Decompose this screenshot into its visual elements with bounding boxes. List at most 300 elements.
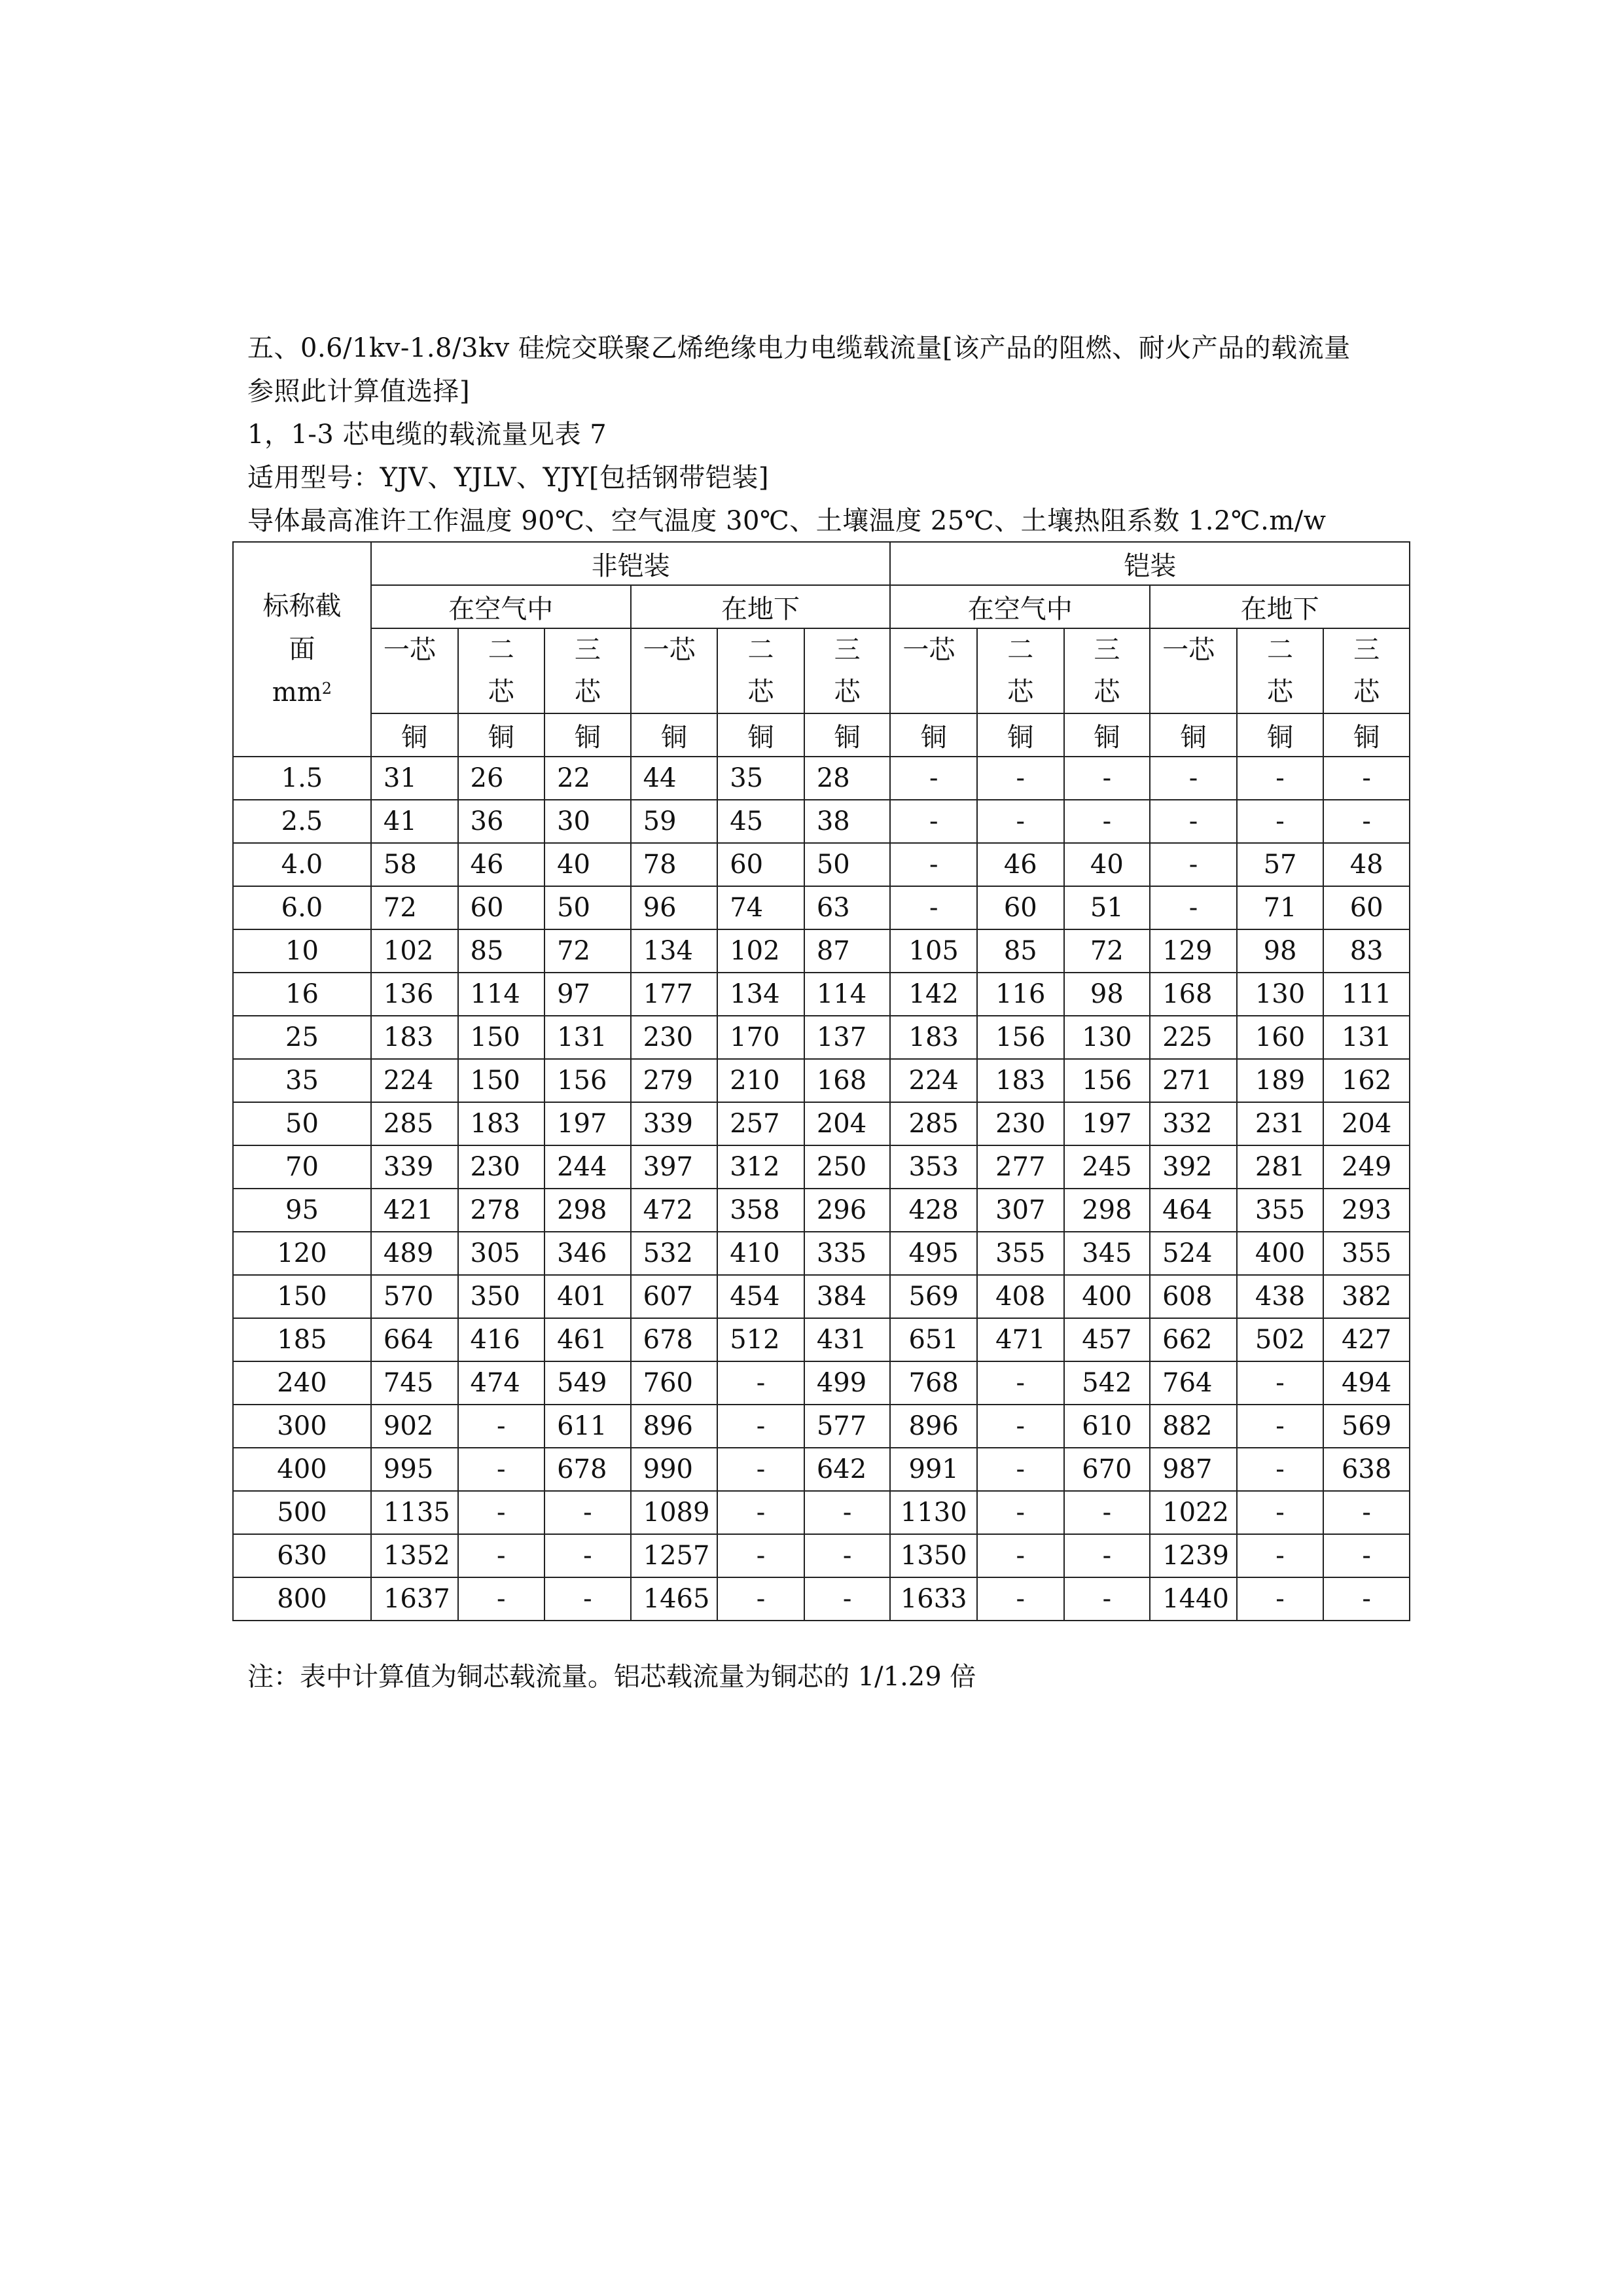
ampacity-cell: - — [1323, 1491, 1410, 1534]
ampacity-cell: 134 — [631, 929, 718, 973]
table-row — [233, 1275, 1410, 1318]
ampacity-cell: 438 — [1237, 1275, 1324, 1318]
material-header: 铜 — [1150, 713, 1237, 757]
ampacity-cell: 50 — [544, 886, 631, 929]
ampacity-cell: - — [804, 1534, 891, 1577]
ampacity-cell: 57 — [1237, 843, 1324, 886]
ampacity-cell: 137 — [804, 1016, 891, 1059]
ampacity-cell: 1465 — [631, 1577, 718, 1621]
ampacity-cell: 764 — [1150, 1361, 1237, 1405]
ampacity-cell: 279 — [631, 1059, 718, 1102]
ampacity-cell: 611 — [544, 1405, 631, 1448]
ampacity-cell: - — [1064, 1534, 1150, 1577]
ampacity-cell: 512 — [717, 1318, 804, 1361]
ampacity-cell: 30 — [544, 800, 631, 843]
ampacity-cell: 114 — [804, 973, 891, 1016]
ampacity-cell: 35 — [717, 757, 804, 800]
ampacity-cell: 461 — [544, 1318, 631, 1361]
ampacity-cell: 156 — [1064, 1059, 1150, 1102]
table-row — [233, 1318, 1410, 1361]
cross-section-cell: 120 — [233, 1232, 371, 1275]
ampacity-cell: 156 — [977, 1016, 1064, 1059]
ampacity-cell: - — [1150, 800, 1237, 843]
ampacity-cell: 427 — [1323, 1318, 1410, 1361]
ampacity-cell: 36 — [458, 800, 545, 843]
ampacity-cell: 58 — [371, 843, 458, 886]
ampacity-cell: 156 — [544, 1059, 631, 1102]
ampacity-cell: 408 — [977, 1275, 1064, 1318]
ampacity-cell: 987 — [1150, 1448, 1237, 1491]
ampacity-cell: 662 — [1150, 1318, 1237, 1361]
ampacity-cell: - — [977, 800, 1064, 843]
ampacity-cell: 474 — [458, 1361, 545, 1405]
ampacity-cell: 60 — [458, 886, 545, 929]
cross-section-cell: 35 — [233, 1059, 371, 1102]
core-three-header: 三 芯 — [1323, 628, 1410, 713]
ampacity-cell: 1352 — [371, 1534, 458, 1577]
ampacity-cell: - — [1237, 1448, 1324, 1491]
ampacity-cell: 224 — [890, 1059, 977, 1102]
ampacity-cell: 651 — [890, 1318, 977, 1361]
ampacity-cell: 312 — [717, 1145, 804, 1189]
material-header: 铜 — [804, 713, 891, 757]
ampacity-cell: 197 — [544, 1102, 631, 1145]
material-header: 铜 — [631, 713, 718, 757]
ampacity-cell: 249 — [1323, 1145, 1410, 1189]
ampacity-cell: 990 — [631, 1448, 718, 1491]
ampacity-cell: 231 — [1237, 1102, 1324, 1145]
ampacity-cell: 116 — [977, 973, 1064, 1016]
ampacity-cell: - — [977, 1491, 1064, 1534]
ampacity-cell: 168 — [804, 1059, 891, 1102]
ampacity-cell: - — [1064, 757, 1150, 800]
ampacity-cell: 489 — [371, 1232, 458, 1275]
ampacity-cell: 570 — [371, 1275, 458, 1318]
ampacity-cell: 41 — [371, 800, 458, 843]
ampacity-cell: 495 — [890, 1232, 977, 1275]
table-row — [233, 886, 1410, 929]
ampacity-cell: 332 — [1150, 1102, 1237, 1145]
ampacity-cell: 1257 — [631, 1534, 718, 1577]
material-header: 铜 — [977, 713, 1064, 757]
unarmored-air-header: 在空气中 — [371, 585, 631, 628]
ampacity-cell: 454 — [717, 1275, 804, 1318]
ampacity-cell: 60 — [1323, 886, 1410, 929]
ampacity-cell: 421 — [371, 1189, 458, 1232]
ampacity-cell: 130 — [1237, 973, 1324, 1016]
ampacity-cell: 358 — [717, 1189, 804, 1232]
core-two-header: 二 芯 — [717, 628, 804, 713]
ampacity-cell: 85 — [458, 929, 545, 973]
cross-section-cell: 6.0 — [233, 886, 371, 929]
ampacity-cell: 50 — [804, 843, 891, 886]
cross-section-cell: 150 — [233, 1275, 371, 1318]
ampacity-cell: 46 — [977, 843, 1064, 886]
ampacity-cell: - — [544, 1534, 631, 1577]
ampacity-cell: 134 — [717, 973, 804, 1016]
table-note: 注：表中计算值为铜芯载流量。铝芯载流量为铜芯的 1/1.29 倍 — [247, 1662, 976, 1692]
header-row-groups — [233, 542, 1410, 585]
material-header: 铜 — [890, 713, 977, 757]
table-row — [233, 1102, 1410, 1145]
ampacity-cell: - — [890, 843, 977, 886]
ampacity-cell: 638 — [1323, 1448, 1410, 1491]
cross-section-cell: 4.0 — [233, 843, 371, 886]
table-row — [233, 929, 1410, 973]
ampacity-cell: - — [458, 1405, 545, 1448]
ampacity-cell: 670 — [1064, 1448, 1150, 1491]
ampacity-cell: 72 — [1064, 929, 1150, 973]
ampacity-cell: 40 — [544, 843, 631, 886]
material-header: 铜 — [371, 713, 458, 757]
ampacity-cell: - — [544, 1577, 631, 1621]
ampacity-cell: - — [544, 1491, 631, 1534]
ampacity-cell: 345 — [1064, 1232, 1150, 1275]
ampacity-cell: 74 — [717, 886, 804, 929]
ampacity-cell: 230 — [631, 1016, 718, 1059]
ampacity-cell: 339 — [631, 1102, 718, 1145]
cross-section-header: 标称截 面 $mm^2$ — [233, 542, 371, 757]
ampacity-cell: 285 — [890, 1102, 977, 1145]
ampacity-cell: 995 — [371, 1448, 458, 1491]
ampacity-cell: - — [890, 886, 977, 929]
core-two-header: 二 芯 — [977, 628, 1064, 713]
ampacity-cell: 60 — [977, 886, 1064, 929]
ampacity-cell: - — [458, 1491, 545, 1534]
ampacity-cell: 170 — [717, 1016, 804, 1059]
ampacity-cell: 48 — [1323, 843, 1410, 886]
cross-section-cell: 25 — [233, 1016, 371, 1059]
ampacity-cell: - — [717, 1577, 804, 1621]
ampacity-cell: 1022 — [1150, 1491, 1237, 1534]
ampacity-cell: 250 — [804, 1145, 891, 1189]
ampacity-cell: 607 — [631, 1275, 718, 1318]
table-row — [233, 843, 1410, 886]
ampacity-cell: - — [977, 1361, 1064, 1405]
ampacity-cell: 71 — [1237, 886, 1324, 929]
ampacity-cell: 97 — [544, 973, 631, 1016]
ampacity-cell: 102 — [371, 929, 458, 973]
ampacity-cell: 1089 — [631, 1491, 718, 1534]
material-header: 铜 — [717, 713, 804, 757]
ampacity-cell: 400 — [1064, 1275, 1150, 1318]
ampacity-cell: 355 — [1237, 1189, 1324, 1232]
heading-line-3: 1，1-3 芯电缆的载流量见表 7 — [247, 420, 607, 450]
ampacity-cell: 896 — [631, 1405, 718, 1448]
ampacity-cell: - — [804, 1577, 891, 1621]
heading-line-1: 五、0.6/1kv-1.8/3kv 硅烷交联聚乙烯绝缘电力电缆载流量[该产品的阻燃、耐火产品的载流量 — [247, 333, 1351, 363]
ampacity-cell: 549 — [544, 1361, 631, 1405]
ampacity-cell: 60 — [717, 843, 804, 886]
ampacity-cell: 296 — [804, 1189, 891, 1232]
ampacity-cell: 664 — [371, 1318, 458, 1361]
ampacity-cell: 44 — [631, 757, 718, 800]
ampacity-cell: 1440 — [1150, 1577, 1237, 1621]
ampacity-cell: 400 — [1237, 1232, 1324, 1275]
armored-air-header: 在空气中 — [890, 585, 1150, 628]
ampacity-cell: 384 — [804, 1275, 891, 1318]
ampacity-cell: 59 — [631, 800, 718, 843]
heading-line-4: 适用型号：YJV、YJLV、YJY[包括钢带铠装] — [247, 463, 770, 493]
cross-section-cell: 400 — [233, 1448, 371, 1491]
ampacity-cell: - — [717, 1491, 804, 1534]
cross-section-cell: 630 — [233, 1534, 371, 1577]
ampacity-cell: 168 — [1150, 973, 1237, 1016]
ampacity-cell: - — [804, 1491, 891, 1534]
ampacity-cell: 346 — [544, 1232, 631, 1275]
ampacity-cell: 96 — [631, 886, 718, 929]
ampacity-cell: 431 — [804, 1318, 891, 1361]
ampacity-cell: - — [1150, 757, 1237, 800]
cross-section-cell: 10 — [233, 929, 371, 973]
table-row — [233, 757, 1410, 800]
ampacity-cell: 114 — [458, 973, 545, 1016]
ampacity-cell: 183 — [890, 1016, 977, 1059]
ampacity-cell: 204 — [804, 1102, 891, 1145]
material-header: 铜 — [458, 713, 545, 757]
ampacity-cell: 230 — [977, 1102, 1064, 1145]
ampacity-cell: 130 — [1064, 1016, 1150, 1059]
heading-line-2: 参照此计算值选择] — [247, 376, 471, 406]
ampacity-cell: - — [1237, 1491, 1324, 1534]
ampacity-cell: 98 — [1064, 973, 1150, 1016]
table-row — [233, 1491, 1410, 1534]
ampacity-cell: 1633 — [890, 1577, 977, 1621]
ampacity-cell: 183 — [371, 1016, 458, 1059]
ampacity-cell: 204 — [1323, 1102, 1410, 1145]
ampacity-cell: 102 — [717, 929, 804, 973]
ampacity-cell: - — [1150, 886, 1237, 929]
ampacity-cell: 105 — [890, 929, 977, 973]
ampacity-cell: 293 — [1323, 1189, 1410, 1232]
ampacity-cell: 160 — [1237, 1016, 1324, 1059]
ampacity-cell: 78 — [631, 843, 718, 886]
ampacity-cell: 31 — [371, 757, 458, 800]
ampacity-cell: 569 — [890, 1275, 977, 1318]
ampacity-cell: 401 — [544, 1275, 631, 1318]
ampacity-cell: 162 — [1323, 1059, 1410, 1102]
ampacity-cell: 150 — [458, 1016, 545, 1059]
ampacity-cell: 608 — [1150, 1275, 1237, 1318]
ampacity-cell: 46 — [458, 843, 545, 886]
ampacity-cell: - — [458, 1448, 545, 1491]
ampacity-cell: - — [890, 800, 977, 843]
ampacity-cell: 428 — [890, 1189, 977, 1232]
ampacity-cell: - — [1237, 1361, 1324, 1405]
ampacity-cell: 542 — [1064, 1361, 1150, 1405]
cross-section-cell: 1.5 — [233, 757, 371, 800]
ampacity-cell: 350 — [458, 1275, 545, 1318]
table-row — [233, 1232, 1410, 1275]
ampacity-cell: 339 — [371, 1145, 458, 1189]
ampacity-cell: 307 — [977, 1189, 1064, 1232]
ampacity-cell: 225 — [1150, 1016, 1237, 1059]
ampacity-cell: 1135 — [371, 1491, 458, 1534]
ampacity-cell: 305 — [458, 1232, 545, 1275]
core-one-header: 一芯 — [890, 628, 977, 713]
cross-section-cell: 2.5 — [233, 800, 371, 843]
ampacity-cell: 183 — [458, 1102, 545, 1145]
ampacity-cell: 502 — [1237, 1318, 1324, 1361]
core-three-header: 三 芯 — [544, 628, 631, 713]
ampacity-cell: - — [1150, 843, 1237, 886]
ampacity-cell: 1239 — [1150, 1534, 1237, 1577]
material-header: 铜 — [1323, 713, 1410, 757]
ampacity-cell: - — [1237, 1534, 1324, 1577]
ampacity-cell: - — [1237, 800, 1324, 843]
ampacity-cell: 40 — [1064, 843, 1150, 886]
ampacity-cell: 111 — [1323, 973, 1410, 1016]
ampacity-cell: 471 — [977, 1318, 1064, 1361]
core-one-header: 一芯 — [631, 628, 718, 713]
ampacity-cell: 271 — [1150, 1059, 1237, 1102]
ampacity-cell: 277 — [977, 1145, 1064, 1189]
core-two-header: 二 芯 — [1237, 628, 1324, 713]
ampacity-cell: 882 — [1150, 1405, 1237, 1448]
ampacity-cell: 768 — [890, 1361, 977, 1405]
ampacity-cell: - — [1323, 1577, 1410, 1621]
ampacity-cell: 524 — [1150, 1232, 1237, 1275]
ampacity-cell: - — [717, 1405, 804, 1448]
ampacity-cell: - — [1064, 1577, 1150, 1621]
ampacity-cell: - — [977, 757, 1064, 800]
ampacity-cell: 63 — [804, 886, 891, 929]
ampacity-cell: - — [890, 757, 977, 800]
cross-section-cell: 800 — [233, 1577, 371, 1621]
core-two-header: 二 芯 — [458, 628, 545, 713]
ampacity-cell: 72 — [544, 929, 631, 973]
ampacity-cell: 397 — [631, 1145, 718, 1189]
header-row-cores — [233, 628, 1410, 713]
table-row — [233, 1361, 1410, 1405]
unarmored-ground-header: 在地下 — [631, 585, 891, 628]
table-row — [233, 800, 1410, 843]
core-three-header: 三 芯 — [1064, 628, 1150, 713]
armored-ground-header: 在地下 — [1150, 585, 1410, 628]
table-row — [233, 1016, 1410, 1059]
ampacity-cell: 298 — [544, 1189, 631, 1232]
ampacity-cell: 1130 — [890, 1491, 977, 1534]
ampacity-cell: 38 — [804, 800, 891, 843]
ampacity-cell: 281 — [1237, 1145, 1324, 1189]
ampacity-cell: 131 — [544, 1016, 631, 1059]
ampacity-table — [232, 541, 1410, 1621]
ampacity-cell: 745 — [371, 1361, 458, 1405]
cross-section-cell: 185 — [233, 1318, 371, 1361]
ampacity-cell: - — [977, 1405, 1064, 1448]
ampacity-cell: 278 — [458, 1189, 545, 1232]
ampacity-cell: 285 — [371, 1102, 458, 1145]
ampacity-cell: - — [1237, 1405, 1324, 1448]
armored-header: 铠装 — [890, 542, 1410, 585]
ampacity-cell: 472 — [631, 1189, 718, 1232]
heading-line-5: 导体最高准许工作温度 90℃、空气温度 30℃、土壤温度 25℃、土壤热阻系数 1.2℃.m/w — [247, 506, 1327, 536]
ampacity-cell: - — [1064, 1491, 1150, 1534]
table-row — [233, 1189, 1410, 1232]
ampacity-cell: 197 — [1064, 1102, 1150, 1145]
ampacity-cell: 98 — [1237, 929, 1324, 973]
ampacity-cell: 416 — [458, 1318, 545, 1361]
ampacity-cell: - — [717, 1534, 804, 1577]
ampacity-cell: 1637 — [371, 1577, 458, 1621]
ampacity-cell: 129 — [1150, 929, 1237, 973]
ampacity-cell: 902 — [371, 1405, 458, 1448]
cross-section-cell: 50 — [233, 1102, 371, 1145]
ampacity-cell: 257 — [717, 1102, 804, 1145]
ampacity-cell: 136 — [371, 973, 458, 1016]
table-row — [233, 1577, 1410, 1621]
ampacity-cell: 230 — [458, 1145, 545, 1189]
cross-section-cell: 95 — [233, 1189, 371, 1232]
ampacity-cell: 177 — [631, 973, 718, 1016]
ampacity-cell: - — [1237, 1577, 1324, 1621]
ampacity-cell: - — [1323, 800, 1410, 843]
ampacity-cell: 28 — [804, 757, 891, 800]
table-row — [233, 1145, 1410, 1189]
ampacity-cell: 678 — [631, 1318, 718, 1361]
ampacity-cell: 499 — [804, 1361, 891, 1405]
ampacity-cell: - — [977, 1577, 1064, 1621]
ampacity-cell: 577 — [804, 1405, 891, 1448]
ampacity-cell: 45 — [717, 800, 804, 843]
ampacity-cell: 355 — [1323, 1232, 1410, 1275]
ampacity-cell: 335 — [804, 1232, 891, 1275]
ampacity-cell: 355 — [977, 1232, 1064, 1275]
ampacity-cell: - — [977, 1534, 1064, 1577]
ampacity-cell: 457 — [1064, 1318, 1150, 1361]
ampacity-cell: - — [717, 1448, 804, 1491]
table-row — [233, 973, 1410, 1016]
core-one-header: 一芯 — [1150, 628, 1237, 713]
ampacity-cell: 51 — [1064, 886, 1150, 929]
header-row-material — [233, 713, 1410, 757]
ampacity-cell: - — [1323, 757, 1410, 800]
ampacity-cell: 1350 — [890, 1534, 977, 1577]
ampacity-cell: 610 — [1064, 1405, 1150, 1448]
ampacity-cell: 142 — [890, 973, 977, 1016]
ampacity-cell: 87 — [804, 929, 891, 973]
header-row-environment — [233, 585, 1410, 628]
ampacity-cell: 150 — [458, 1059, 545, 1102]
table-row — [233, 1534, 1410, 1577]
ampacity-cell: 896 — [890, 1405, 977, 1448]
table-row — [233, 1448, 1410, 1491]
ampacity-cell: - — [1237, 757, 1324, 800]
ampacity-cell: 353 — [890, 1145, 977, 1189]
cross-section-cell: 16 — [233, 973, 371, 1016]
cross-section-cell: 70 — [233, 1145, 371, 1189]
ampacity-cell: 85 — [977, 929, 1064, 973]
cross-section-cell: 300 — [233, 1405, 371, 1448]
ampacity-cell: - — [1064, 800, 1150, 843]
table-row — [233, 1405, 1410, 1448]
ampacity-cell: 760 — [631, 1361, 718, 1405]
ampacity-cell: - — [1323, 1534, 1410, 1577]
ampacity-cell: - — [717, 1361, 804, 1405]
ampacity-cell: 26 — [458, 757, 545, 800]
ampacity-cell: 678 — [544, 1448, 631, 1491]
material-header: 铜 — [544, 713, 631, 757]
ampacity-cell: 183 — [977, 1059, 1064, 1102]
ampacity-cell: 245 — [1064, 1145, 1150, 1189]
ampacity-cell: 464 — [1150, 1189, 1237, 1232]
ampacity-cell: 224 — [371, 1059, 458, 1102]
table-row — [233, 1059, 1410, 1102]
table-body — [233, 757, 1410, 1621]
ampacity-cell: - — [458, 1577, 545, 1621]
ampacity-cell: 392 — [1150, 1145, 1237, 1189]
ampacity-cell: 210 — [717, 1059, 804, 1102]
